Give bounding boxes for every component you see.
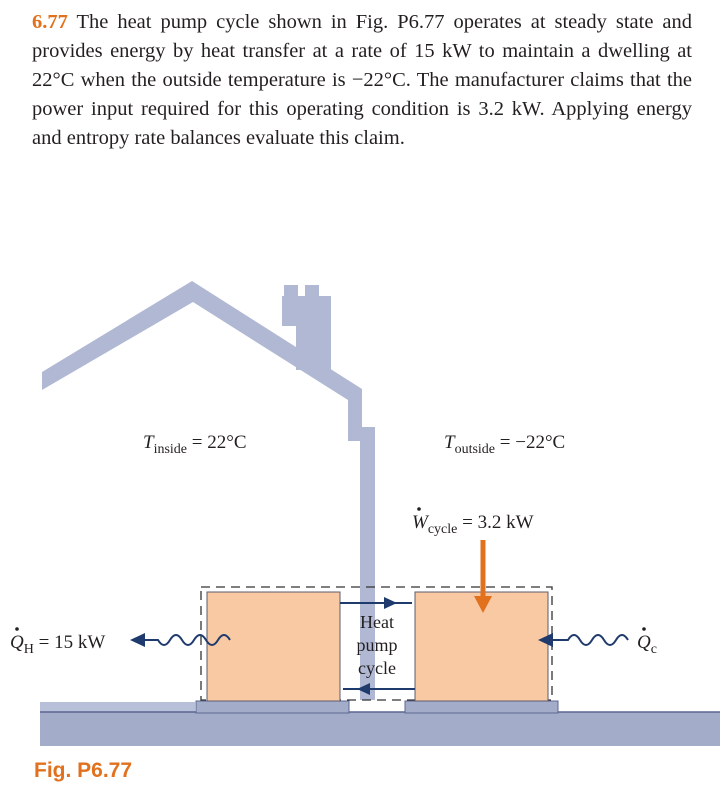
cycle-label-line1: Heat [360,612,394,632]
t-outside-sub: outside [454,442,496,457]
t-outside-label [444,432,565,457]
qh-label [10,632,105,657]
t-outside-symbol: T [444,432,455,453]
top-flow-arrow [384,597,397,609]
t-inside-label [143,432,247,457]
qh-value: = 15 kW [33,632,106,653]
t-inside-sub: inside [153,442,188,457]
qh-symbol: Q [10,632,24,653]
t-inside-symbol: T [143,432,154,453]
condenser-box [207,592,340,701]
cycle-label-line2: pump [356,635,398,655]
ground-left-strip [40,702,195,712]
figure-caption: Fig. P6.77 [34,759,133,782]
qc-sub: c [650,642,657,657]
problem-number: 6.77 [32,11,68,33]
qh-dot [15,627,19,631]
qh-arrow-head [130,633,145,647]
qc-symbol: Q [637,632,651,653]
qh-sub: H [23,642,34,657]
w-cycle-dot [417,507,421,511]
w-cycle-symbol: W [412,512,428,533]
foundation-pad-left [196,701,349,713]
qc-label [637,632,657,657]
foundation-pad-right [405,701,558,713]
t-inside-value: = 22°C [187,432,247,453]
t-outside-value: = −22°C [495,432,566,453]
problem-text: The heat pump cycle shown in Fig. P6.77 operates at steady state and provides energy by heat transfer at a rate of 15 kW to maintain a dwelling at 22°C when the outside temperature is −22°C. The manufacturer claims that the power input required for this operating condition is 3.2 kW. Applying energy and entropy rate balances evaluate this claim. [32,11,692,149]
cycle-label-line3: cycle [358,658,396,678]
w-cycle-value: = 3.2 kW [457,512,534,533]
w-cycle-label [412,512,534,537]
w-cycle-sub: cycle [427,522,458,537]
qc-wavy-arrow [548,635,628,645]
ground [40,712,720,746]
qc-dot [642,627,646,631]
